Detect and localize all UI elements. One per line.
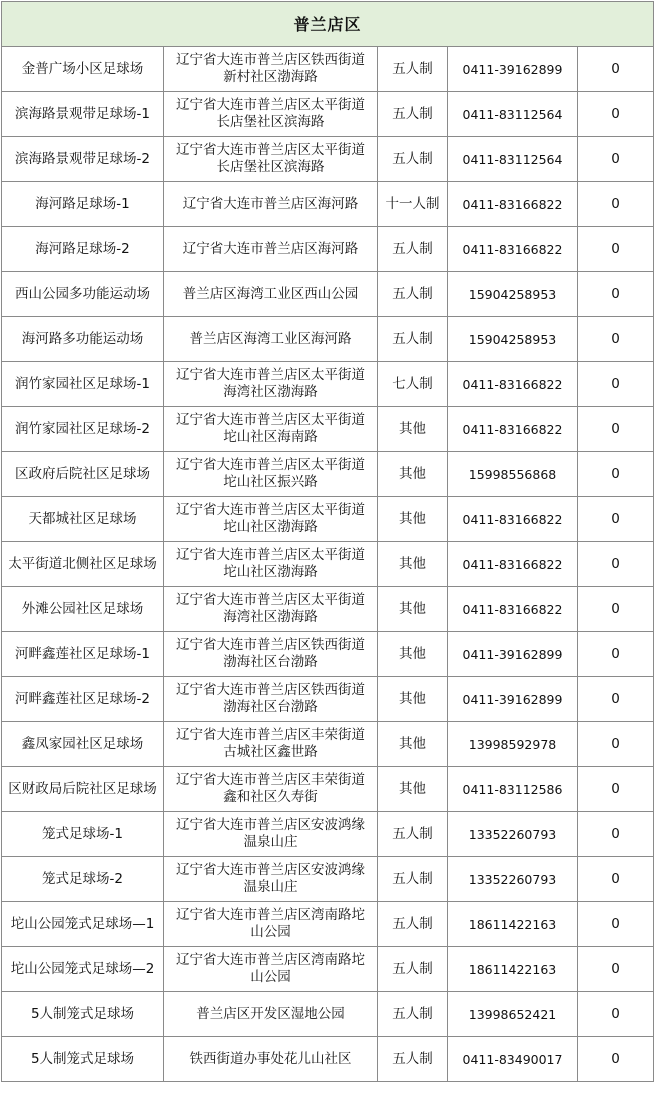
venue-type-cell: 其他 (378, 542, 448, 587)
venue-address-cell: 辽宁省大连市普兰店区安波鸿缘温泉山庄 (164, 857, 378, 902)
venue-phone-cell: 18611422163 (448, 947, 578, 992)
venue-type-cell: 五人制 (378, 857, 448, 902)
table-row (2, 317, 654, 362)
venue-phone-cell: 13998592978 (448, 722, 578, 767)
venue-name-cell: 河畔鑫莲社区足球场-2 (2, 677, 164, 722)
table-row (2, 497, 654, 542)
table-row (2, 182, 654, 227)
venue-phone-cell: 13352260793 (448, 812, 578, 857)
venue-address-cell: 辽宁省大连市普兰店区太平街道海湾社区渤海路 (164, 587, 378, 632)
venue-type-cell: 其他 (378, 497, 448, 542)
venue-count-cell: 0 (578, 137, 654, 182)
venue-address-cell: 辽宁省大连市普兰店区太平街道长店堡社区滨海路 (164, 137, 378, 182)
venue-name-cell: 5人制笼式足球场 (2, 992, 164, 1037)
venue-type-cell: 其他 (378, 722, 448, 767)
table-row (2, 812, 654, 857)
venue-type-cell: 其他 (378, 587, 448, 632)
table-row (2, 902, 654, 947)
venue-count-cell: 0 (578, 497, 654, 542)
venue-count-cell: 0 (578, 767, 654, 812)
venue-type-cell: 五人制 (378, 272, 448, 317)
venue-name-cell: 区财政局后院社区足球场 (2, 767, 164, 812)
table-row (2, 857, 654, 902)
venue-address-cell: 辽宁省大连市普兰店区太平街道长店堡社区滨海路 (164, 92, 378, 137)
venue-phone-cell: 0411-83490017 (448, 1037, 578, 1082)
venue-address-cell: 辽宁省大连市普兰店区海河路 (164, 227, 378, 272)
venue-type-cell: 其他 (378, 452, 448, 497)
venue-name-cell: 太平街道北侧社区足球场 (2, 542, 164, 587)
venue-phone-cell: 0411-83166822 (448, 182, 578, 227)
venue-count-cell: 0 (578, 812, 654, 857)
venue-address-cell: 辽宁省大连市普兰店区铁西街道渤海社区台渤路 (164, 677, 378, 722)
table-row (2, 947, 654, 992)
venue-address-cell: 辽宁省大连市普兰店区太平街道坨山社区振兴路 (164, 452, 378, 497)
table-row (2, 587, 654, 632)
venue-count-cell: 0 (578, 857, 654, 902)
table-row (2, 272, 654, 317)
venue-type-cell: 七人制 (378, 362, 448, 407)
venue-type-cell: 其他 (378, 632, 448, 677)
venue-count-cell: 0 (578, 92, 654, 137)
table-row (2, 632, 654, 677)
table-row (2, 47, 654, 92)
venue-address-cell: 辽宁省大连市普兰店区铁西街道渤海社区台渤路 (164, 632, 378, 677)
venue-name-cell: 金普广场小区足球场 (2, 47, 164, 92)
venue-phone-cell: 18611422163 (448, 902, 578, 947)
venue-phone-cell: 0411-39162899 (448, 632, 578, 677)
venue-name-cell: 笼式足球场-2 (2, 857, 164, 902)
venue-type-cell: 五人制 (378, 317, 448, 362)
venue-count-cell: 0 (578, 362, 654, 407)
venue-address-cell: 普兰店区海湾工业区海河路 (164, 317, 378, 362)
venue-type-cell: 五人制 (378, 47, 448, 92)
venue-table (1, 1, 654, 1082)
table-row (2, 362, 654, 407)
venue-count-cell: 0 (578, 632, 654, 677)
venue-count-cell: 0 (578, 272, 654, 317)
venue-name-cell: 区政府后院社区足球场 (2, 452, 164, 497)
venue-phone-cell: 0411-83166822 (448, 362, 578, 407)
venue-count-cell: 0 (578, 587, 654, 632)
venue-type-cell: 五人制 (378, 947, 448, 992)
venue-address-cell: 辽宁省大连市普兰店区丰荣街道鑫和社区久寿街 (164, 767, 378, 812)
venue-type-cell: 五人制 (378, 1037, 448, 1082)
venue-type-cell: 十一人制 (378, 182, 448, 227)
table-row (2, 137, 654, 182)
table-row (2, 1037, 654, 1082)
venue-address-cell: 辽宁省大连市普兰店区丰荣街道古城社区鑫世路 (164, 722, 378, 767)
venue-type-cell: 其他 (378, 677, 448, 722)
venue-type-cell: 五人制 (378, 902, 448, 947)
table-row (2, 992, 654, 1037)
venue-name-cell: 河畔鑫莲社区足球场-1 (2, 632, 164, 677)
venue-type-cell: 其他 (378, 767, 448, 812)
venue-name-cell: 鑫凤家园社区足球场 (2, 722, 164, 767)
venue-count-cell: 0 (578, 542, 654, 587)
venue-phone-cell: 13352260793 (448, 857, 578, 902)
venue-phone-cell: 0411-83166822 (448, 407, 578, 452)
venue-name-cell: 海河路足球场-1 (2, 182, 164, 227)
table-row (2, 227, 654, 272)
venue-name-cell: 坨山公园笼式足球场—1 (2, 902, 164, 947)
venue-count-cell: 0 (578, 677, 654, 722)
table-row (2, 542, 654, 587)
venue-phone-cell: 15904258953 (448, 272, 578, 317)
venue-type-cell: 五人制 (378, 227, 448, 272)
venue-type-cell: 五人制 (378, 137, 448, 182)
venue-address-cell: 辽宁省大连市普兰店区太平街道坨山社区海南路 (164, 407, 378, 452)
venue-address-cell: 辽宁省大连市普兰店区铁西街道新村社区渤海路 (164, 47, 378, 92)
venue-count-cell: 0 (578, 1037, 654, 1082)
venue-address-cell: 辽宁省大连市普兰店区湾南路坨山公园 (164, 947, 378, 992)
venue-count-cell: 0 (578, 317, 654, 362)
venue-type-cell: 五人制 (378, 812, 448, 857)
venue-address-cell: 普兰店区海湾工业区西山公园 (164, 272, 378, 317)
venue-address-cell: 辽宁省大连市普兰店区海河路 (164, 182, 378, 227)
venue-name-cell: 外滩公园社区足球场 (2, 587, 164, 632)
venue-address-cell: 铁西街道办事处花儿山社区 (164, 1037, 378, 1082)
venue-count-cell: 0 (578, 47, 654, 92)
venue-address-cell: 辽宁省大连市普兰店区安波鸿缘温泉山庄 (164, 812, 378, 857)
table-row (2, 452, 654, 497)
venue-name-cell: 滨海路景观带足球场-2 (2, 137, 164, 182)
venue-name-cell: 润竹家园社区足球场-2 (2, 407, 164, 452)
venue-phone-cell: 0411-83166822 (448, 542, 578, 587)
table-row (2, 767, 654, 812)
venue-name-cell: 润竹家园社区足球场-1 (2, 362, 164, 407)
venue-name-cell: 5人制笼式足球场 (2, 1037, 164, 1082)
venue-name-cell: 坨山公园笼式足球场—2 (2, 947, 164, 992)
venue-name-cell: 西山公园多功能运动场 (2, 272, 164, 317)
venue-count-cell: 0 (578, 182, 654, 227)
venue-count-cell: 0 (578, 947, 654, 992)
venue-address-cell: 辽宁省大连市普兰店区湾南路坨山公园 (164, 902, 378, 947)
venue-count-cell: 0 (578, 902, 654, 947)
venue-count-cell: 0 (578, 452, 654, 497)
venue-phone-cell: 0411-83166822 (448, 497, 578, 542)
venue-count-cell: 0 (578, 992, 654, 1037)
venue-name-cell: 海河路足球场-2 (2, 227, 164, 272)
table-row (2, 677, 654, 722)
table-title: 普兰店区 (2, 2, 654, 47)
table-row (2, 722, 654, 767)
venue-phone-cell: 0411-83112586 (448, 767, 578, 812)
venue-address-cell: 辽宁省大连市普兰店区太平街道海湾社区渤海路 (164, 362, 378, 407)
venue-name-cell: 笼式足球场-1 (2, 812, 164, 857)
venue-address-cell: 辽宁省大连市普兰店区太平街道坨山社区渤海路 (164, 497, 378, 542)
table-row (2, 407, 654, 452)
venue-phone-cell: 0411-39162899 (448, 677, 578, 722)
table-body (2, 47, 654, 1082)
venue-type-cell: 五人制 (378, 992, 448, 1037)
venue-type-cell: 其他 (378, 407, 448, 452)
venue-phone-cell: 0411-83112564 (448, 137, 578, 182)
venue-phone-cell: 15998556868 (448, 452, 578, 497)
venue-phone-cell: 0411-39162899 (448, 47, 578, 92)
venue-address-cell: 辽宁省大连市普兰店区太平街道坨山社区渤海路 (164, 542, 378, 587)
venue-count-cell: 0 (578, 722, 654, 767)
venue-address-cell: 普兰店区开发区湿地公园 (164, 992, 378, 1037)
venue-phone-cell: 0411-83166822 (448, 227, 578, 272)
table-row (2, 92, 654, 137)
venue-phone-cell: 15904258953 (448, 317, 578, 362)
venue-name-cell: 天都城社区足球场 (2, 497, 164, 542)
venue-phone-cell: 13998652421 (448, 992, 578, 1037)
venue-count-cell: 0 (578, 227, 654, 272)
venue-phone-cell: 0411-83112564 (448, 92, 578, 137)
venue-type-cell: 五人制 (378, 92, 448, 137)
venue-name-cell: 滨海路景观带足球场-1 (2, 92, 164, 137)
venue-phone-cell: 0411-83166822 (448, 587, 578, 632)
venue-count-cell: 0 (578, 407, 654, 452)
venue-name-cell: 海河路多功能运动场 (2, 317, 164, 362)
